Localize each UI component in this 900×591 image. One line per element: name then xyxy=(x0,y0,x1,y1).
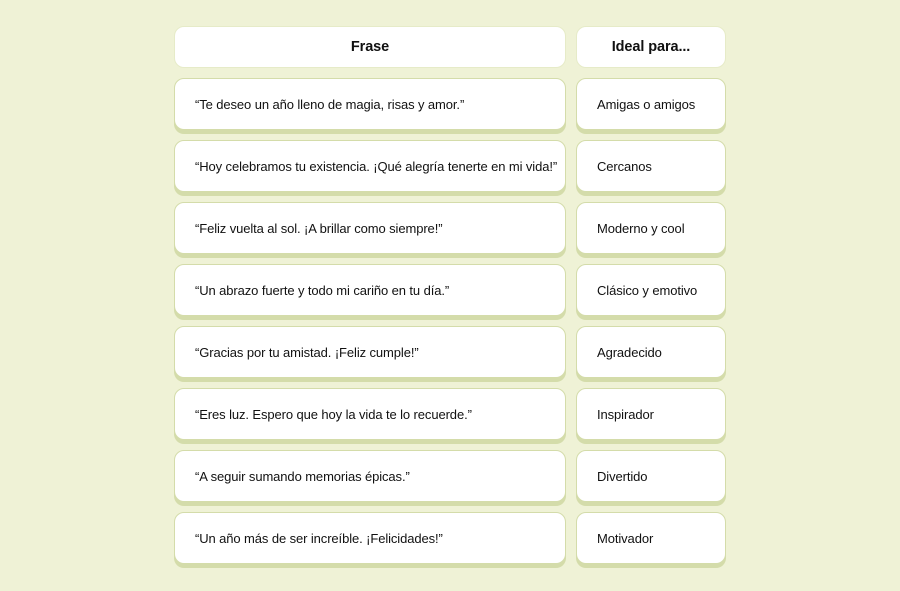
ideal-cell: Motivador xyxy=(576,512,726,564)
ideal-cell: Divertido xyxy=(576,450,726,502)
table-row xyxy=(174,140,726,192)
phrase-cell: “A seguir sumando memorias épicas.” xyxy=(174,450,566,502)
ideal-cell: Moderno y cool xyxy=(576,202,726,254)
ideal-cell: Cercanos xyxy=(576,140,726,192)
table-row xyxy=(174,512,726,564)
table-row xyxy=(174,264,726,316)
table-row xyxy=(174,450,726,502)
header-phrase: Frase xyxy=(174,26,566,68)
table-row xyxy=(174,78,726,130)
header-ideal: Ideal para... xyxy=(576,26,726,68)
phrases-table xyxy=(174,26,726,574)
ideal-cell: Agradecido xyxy=(576,326,726,378)
ideal-cell: Clásico y emotivo xyxy=(576,264,726,316)
phrase-cell: “Hoy celebramos tu existencia. ¡Qué alegría tenerte en mi vida!” xyxy=(174,140,566,192)
phrase-cell: “Feliz vuelta al sol. ¡A brillar como siempre!” xyxy=(174,202,566,254)
ideal-cell: Inspirador xyxy=(576,388,726,440)
table-row xyxy=(174,202,726,254)
phrase-cell: “Un abrazo fuerte y todo mi cariño en tu día.” xyxy=(174,264,566,316)
phrase-cell: “Te deseo un año lleno de magia, risas y amor.” xyxy=(174,78,566,130)
table-row xyxy=(174,388,726,440)
phrase-cell: “Un año más de ser increíble. ¡Felicidades!” xyxy=(174,512,566,564)
ideal-cell: Amigas o amigos xyxy=(576,78,726,130)
phrase-cell: “Gracias por tu amistad. ¡Feliz cumple!” xyxy=(174,326,566,378)
phrase-cell: “Eres luz. Espero que hoy la vida te lo recuerde.” xyxy=(174,388,566,440)
table-row xyxy=(174,326,726,378)
table-header xyxy=(174,26,726,68)
